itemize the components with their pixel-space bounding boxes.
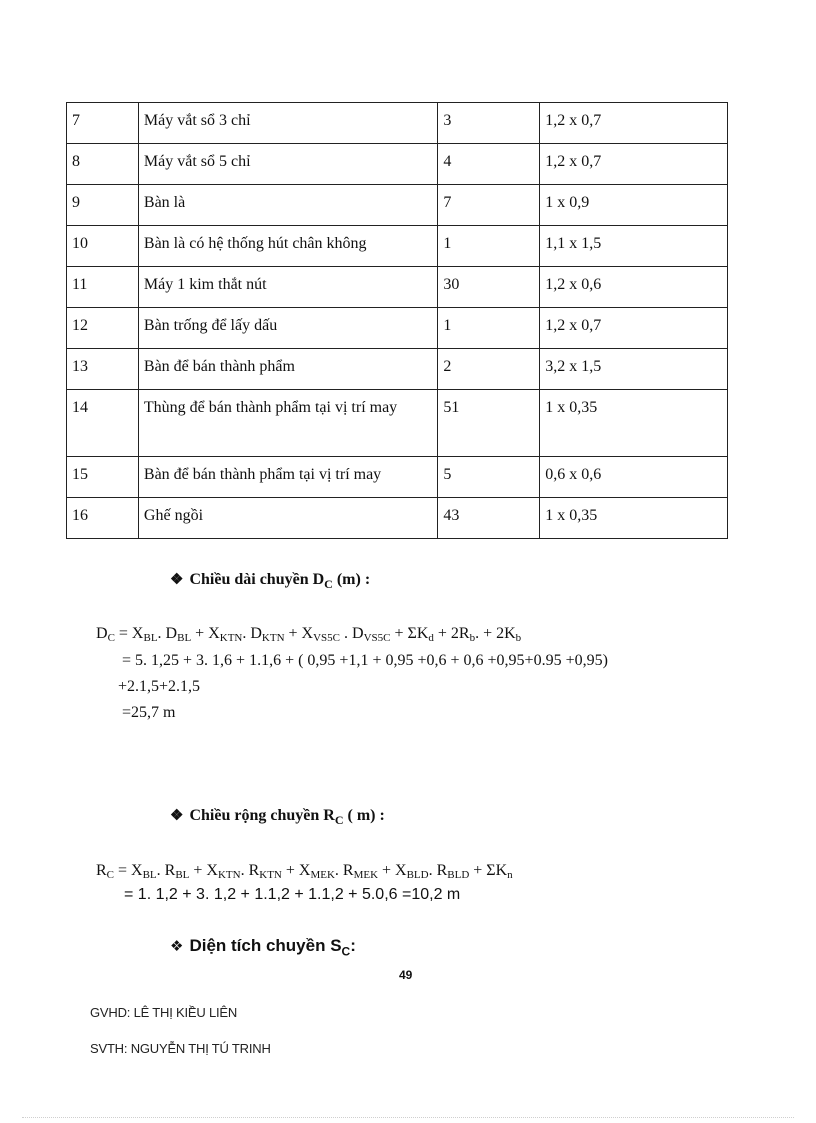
cell-number: 11 xyxy=(67,267,139,308)
cell-dimensions: 1,2 x 0,7 xyxy=(540,308,728,349)
cell-number: 7 xyxy=(67,103,139,144)
cell-equipment-name: Máy 1 kim thắt nút xyxy=(138,267,438,308)
cell-quantity: 7 xyxy=(438,185,540,226)
heading-area-text: Diện tích chuyền $S_C$: xyxy=(189,936,356,959)
footer-advisor: GVHD: LÊ THỊ KIỀU LIÊN xyxy=(90,1005,238,1020)
heading-area xyxy=(170,936,356,958)
cell-quantity: 43 xyxy=(438,498,540,539)
table-row xyxy=(67,267,728,308)
cell-equipment-name: Bàn trống để lấy dấu xyxy=(138,308,438,349)
cell-number: 16 xyxy=(67,498,139,539)
cell-equipment-name: Ghế ngồi xyxy=(138,498,438,539)
cell-quantity: 51 xyxy=(438,390,540,457)
cell-number: 13 xyxy=(67,349,139,390)
heading-line-length-text: Chiều dài chuyền $D_C$ (m) : xyxy=(189,571,371,592)
table-row xyxy=(67,390,728,457)
cell-quantity: 2 xyxy=(438,349,540,390)
cell-dimensions: 1,2 x 0,7 xyxy=(540,144,728,185)
table-row xyxy=(67,498,728,539)
table-row xyxy=(67,226,728,267)
cell-quantity: 1 xyxy=(438,308,540,349)
table-row xyxy=(67,457,728,498)
cell-equipment-name: Máy vắt sổ 5 chỉ xyxy=(138,144,438,185)
equipment-table xyxy=(66,102,728,539)
cell-number: 15 xyxy=(67,457,139,498)
heading-line-width-text: Chiều rộng chuyền $R_C$ ( m) : xyxy=(189,807,385,828)
cell-dimensions: 3,2 x 1,5 xyxy=(540,349,728,390)
table-row xyxy=(67,144,728,185)
cell-dimensions: 1 x 0,35 xyxy=(540,498,728,539)
cell-equipment-name: Bàn là xyxy=(138,185,438,226)
cell-quantity: 3 xyxy=(438,103,540,144)
table-row xyxy=(67,308,728,349)
cell-number: 14 xyxy=(67,390,139,457)
heading-line-width xyxy=(170,806,385,828)
formula-length-definition: $D_C = X_{BL}$. $D_{BL} + X_{KTN}$. $D_{KTN} + X_{VS5C}$ . $D_{VS5C} + \Sigma K_d + 2R_b$. + $2K_b$ xyxy=(96,625,522,644)
formula-length-continuation: +2.1,5+2.1,5 xyxy=(118,678,201,695)
cell-equipment-name: Bàn để bán thành phẩm xyxy=(138,349,438,390)
cell-dimensions: 1,2 x 0,6 xyxy=(540,267,728,308)
formula-length-substitution: = 5. 1,25 + 3. 1,6 + 1.1,6 + ( 0,95 +1,1 + 0,95 +0,6 + 0,6 +0,95+0.95 +0,95) xyxy=(122,652,608,669)
cell-quantity: 1 xyxy=(438,226,540,267)
formula-width-definition: $R_C = X_{BL}$. $R_{BL} + X_{KTN}$. $R_{KTN} + X_{MEK}$. $R_{MEK} + X_{BLD}$. $R_{BLD} + \Sigma K_n$ xyxy=(96,862,513,881)
diamond-bullet-icon: ❖ xyxy=(170,572,184,588)
diamond-bullet-icon: ❖ xyxy=(170,938,184,955)
cell-dimensions: 1,1 x 1,5 xyxy=(540,226,728,267)
cell-equipment-name: Bàn để bán thành phẩm tại vị trí may xyxy=(138,457,438,498)
footer-student: SVTH: NGUYỄN THỊ TÚ TRINH xyxy=(90,1041,271,1056)
table-row xyxy=(67,103,728,144)
cell-dimensions: 1 x 0,35 xyxy=(540,390,728,457)
diamond-bullet-icon: ❖ xyxy=(170,808,184,824)
formula-width-substitution: = 1. 1,2 + 3. 1,2 + 1.1,2 + 1.1,2 + 5.0,6 =10,2 m xyxy=(124,886,461,903)
cell-equipment-name: Thùng để bán thành phẩm tại vị trí may xyxy=(138,390,438,457)
cell-dimensions: 0,6 x 0,6 xyxy=(540,457,728,498)
table-row xyxy=(67,349,728,390)
table-row xyxy=(67,185,728,226)
cell-number: 12 xyxy=(67,308,139,349)
cell-equipment-name: Máy vắt sổ 3 chỉ xyxy=(138,103,438,144)
cell-number: 9 xyxy=(67,185,139,226)
cell-number: 8 xyxy=(67,144,139,185)
cell-number: 10 xyxy=(67,226,139,267)
formula-length-result: =25,7 m xyxy=(122,704,176,721)
heading-line-length xyxy=(170,570,370,592)
page-number: 49 xyxy=(399,968,413,982)
equipment-table-body xyxy=(67,103,728,539)
page-bottom-dotted-rule xyxy=(22,1117,794,1118)
cell-quantity: 30 xyxy=(438,267,540,308)
cell-dimensions: 1,2 x 0,7 xyxy=(540,103,728,144)
cell-quantity: 4 xyxy=(438,144,540,185)
cell-equipment-name: Bàn là có hệ thống hút chân không xyxy=(138,226,438,267)
cell-dimensions: 1 x 0,9 xyxy=(540,185,728,226)
cell-quantity: 5 xyxy=(438,457,540,498)
